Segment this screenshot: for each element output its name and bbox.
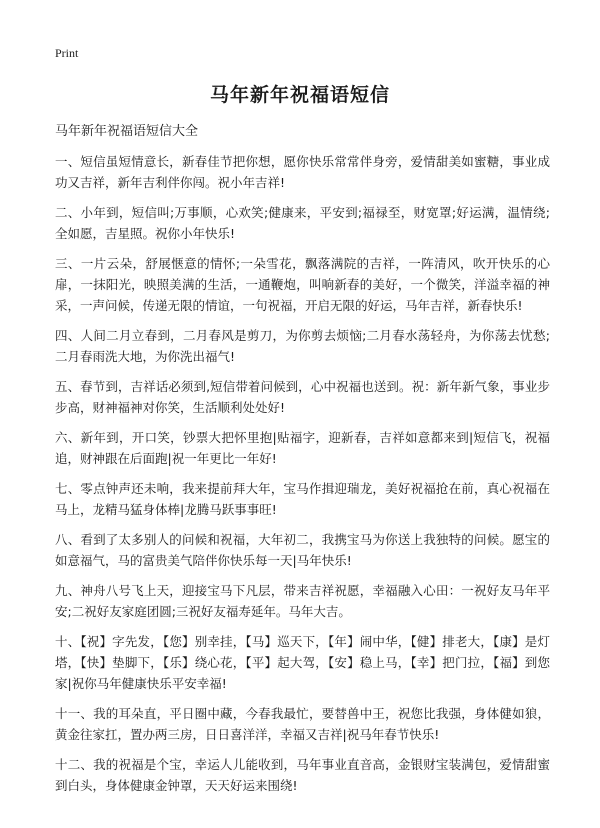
paragraph-1: 一、短信虽短情意长，新春佳节把你想，愿你快乐常常伴身旁，爱情甜美如蜜糖，事业成功又吉祥，新年吉利伴你闯。祝小年吉祥! — [55, 154, 550, 190]
print-link[interactable]: Print — [55, 46, 79, 60]
paragraph-4: 四、人间二月立春到，二月春风是剪刀，为你剪去烦恼;二月春水荡轻舟，为你荡去忧愁;二月春雨洗大地，为你洗出福气! — [55, 328, 550, 364]
paragraph-11: 十一、我的耳朵直，平日圈中藏，今春我最忙，要替兽中王，祝您比我强，身体健如狼，黄金往家扛，置办两三房，日日喜洋洋，幸福又吉祥|祝马年春节快乐! — [55, 706, 550, 742]
article-body — [55, 121, 550, 805]
paragraph-5: 五、春节到，吉祥话必须到,短信带着问候到，心中祝福也送到。祝：新年新气象，事业步步高，财神福神对你笑，生活顺利处处好! — [55, 379, 550, 415]
paragraph-6: 六、新年到，开口笑，钞票大把怀里抱|贴福字，迎新春，吉祥如意都来到|短信飞，祝福追，财神跟在后面跑|祝一年更比一年好! — [55, 430, 550, 466]
paragraph-12: 十二、我的祝福是个宝，幸运人儿能收到，马年事业直音高，金银财宝装满包，爱情甜蜜到白头，身体健康金钟罩，天天好运来围绕! — [55, 757, 550, 793]
paragraph-2: 二、小年到，短信叫;万事顺，心欢笑;健康来，平安到;福禄至，财宽罩;好运满，温情绕;全如愿，吉星照。祝你小年快乐! — [55, 205, 550, 241]
paragraph-3: 三、一片云朵，舒展惬意的情怀;一朵雪花，飘落满院的吉祥，一阵清风，吹开快乐的心扉，一抹阳光，映照美满的生活，一通鞭炮，叫响新春的美好，一个微笑，洋溢幸福的神采，一声问候，传递无限的情谊，一句祝福，开启无限的好运，马年吉祥，新春快乐! — [55, 256, 550, 313]
paragraph-7: 七、零点钟声还未响，我来提前拜大年，宝马作揖迎瑞龙，美好祝福抢在前，真心祝福在马上，龙精马猛身体棒|龙腾马跃事事旺! — [55, 481, 550, 517]
article-subtitle: 马年新年祝福语短信大全 — [55, 124, 199, 139]
paragraph-10: 十、【祝】字先发，【您】别幸挂，【马】巡天下，【年】闹中华，【健】排老大，【康】是灯塔，【快】垫脚下，【乐】绕心花，【平】起大驾，【安】稳上马，【幸】把门拉，【福】到您家|祝你马年健康快乐平安幸福! — [55, 634, 550, 691]
paragraph-8: 八、看到了太多别人的问候和祝福，大年初二，我携宝马为你送上我独特的问候。愿宝的如意福气，马的富贵美气陪伴你快乐每一天|马年快乐! — [55, 532, 550, 568]
paragraph-9: 九、神舟八号飞上天，迎接宝马下凡层，带来吉祥祝愿，幸福融入心田：一祝好友马年平安;二祝好友家庭团圆;三祝好友福寿延年。马年大吉。 — [55, 583, 550, 619]
page-title: 马年新年祝福语短信 — [209, 84, 390, 106]
